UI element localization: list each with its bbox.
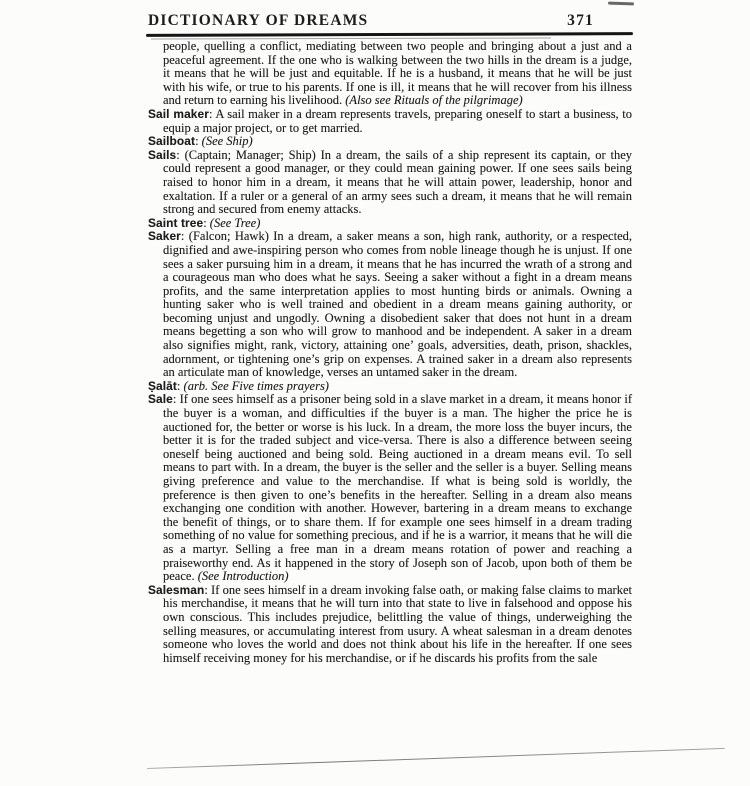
entries-container (148, 40, 632, 665)
dictionary-entry: Sale: If one sees himself as a prisoner being sold in a slave market in a dream, it means honor if the buyer is a woman, and difficulties if the buyer is a man. The higher the price he is auctioned for, the better or worse is his luck. In a dream, the more loss the buyer incurs, the better it is for the traded subject and vice-versa. There is also a difference between seeing oneself being auctioned and being sold. Being auctioned in a dream means evil. To sell means to part with. In a dream, the buyer is the seller and the seller is a buyer. Selling means giving preference and value to the merchandise. If what is being sold is worldly, the preference is then given to one’s benefits in the hereafter. Selling in a dream also means exchanging one condition with another. However, bartering in a dream means to exchange the benefit of things, or to share them. If for example one sees himself in a dream trading something of no value for something precious, and if he is a warrior, it means that he will die as a martyr. Selling a free man in a dream means rotation of power and reaching a praiseworthy end. As it happened in the story of Joseph son of Jacob, upon both of them be peace. (See Introduction) (148, 392, 632, 584)
entry-headword: Saint tree (148, 215, 204, 230)
running-title: DICTIONARY OF DREAMS (148, 12, 369, 29)
entry-text: people, quelling a conflict, mediating between two people and bringing about a just and a peaceful agreement. If the one who is walking between the two hills in the dream is a judge, it means that he will be just and equitable. If he is a husband, it means that he will be just with his wife, or true to his parents. If one is ill, it means that he will recover from his illness and return to earning his livelihood. (163, 39, 632, 108)
entry-headword: Sailboat (148, 134, 196, 149)
entry-headword: Salesman (148, 582, 205, 597)
entry-text: (Falcon; Hawk) In a dream, a saker means a son, high rank, authority, or a respected, dignified and awe-inspiring person who comes from noble lineage though he is unjust. If one sees a saker pursuing him in a dream, it means that he has incurred the wrath of a strong and a courageous man who does what he says. Seeing a saker without a fight in a dream means profits, and the same interpretation applies to most hunting birds or animals. Owning a hunting saker who is well trained and obedient in a dream means gaining authority, or becoming unjust and ungodly. Owning a disobedient saker that does not hunt in a dream means begetting a son who will grow to manhood and be independent. A saker in a dream also signifies might, rank, victory, attaining one’ goals, adversities, death, prison, shackles, adornment, or tightening one’s grip on expenses. A trained saker in a dream also represents an articulate man of knowledge, verses an untamed saker in the dream. (163, 229, 632, 380)
dictionary-entry (148, 40, 632, 108)
entry-text: If one sees himself as a prisoner being sold in a slave market in a dream, it means honor if the buyer is a woman, and difficulties if the buyer is a man. The higher the price he is auctioned for, the better or worse is his luck. In a dream, the more loss the buyer incurs, the better it is for the traded subject and vice-versa. There is also a difference between seeing oneself being auctioned and being sold. Being auctioned in a dream means evil. To sell means to part with. In a dream, the buyer is the seller and the seller is a buyer. Selling means giving preference and value to the merchandise. If what is being sold is worldly, the preference is then given to one’s benefits in the hereafter. Selling in a dream also means exchanging one condition with another. However, bartering in a dream means to exchange the benefit of things, or to share them. If for example one sees himself in a dream trading something of no value for something precious, and if he is a warrior, it means that he will die as a martyr. Selling a free man in a dream means rotation of power and reaching a praiseworthy end. As it happened in the story of Joseph son of Jacob, upon both of them be peace. (163, 392, 632, 584)
entry-text: A sail maker in a dream represents travels, preparing oneself to start a business, to equip a major project, or to get married. (163, 106, 632, 135)
entry-headword: Sail maker (148, 106, 209, 121)
dictionary-entry: Sails: (Captain; Manager; Ship) In a dream, the sails of a ship represent its captain, or they could represent a good manager, or they could mean gaining power. If one sees sails being raised to honor him in a dream, it means that he will attain power, leadership, honor and exaltation. If a ruler or a general of an army sees such a dream, it means that he will remain strong and secured from enemy attacks. (148, 147, 632, 217)
entry-cross-reference: (See Ship) (201, 134, 253, 149)
dictionary-entry: Saker: (Falcon; Hawk) In a dream, a saker means a son, high rank, authority, or a respected, dignified and awe-inspiring person who comes from noble lineage though he is unjust. If one sees a saker pursuing him in a dream, it means that he has incurred the wrath of a strong and a courageous man who does what he says. Seeing a saker without a fight in a dream means profits, and the same interpretation applies to most hunting birds or animals. Owning a hunting saker who is well trained and obedient in a dream means gaining authority, or becoming unjust and ungodly. Owning a disobedient saker that does not hunt in a dream means begetting a son who will grow to manhood and be independent. A saker in a dream also signifies might, rank, victory, attaining one’ goals, adversities, death, prison, shackles, adornment, or tightening one’s grip on expenses. A trained saker in a dream also represents an articulate man of knowledge, verses an untamed saker in the dream. (148, 229, 632, 380)
scan-artifact-mark (608, 2, 634, 6)
page-edge-line (147, 748, 725, 770)
page-header (148, 12, 594, 30)
page-number: 371 (567, 12, 594, 29)
dictionary-entry: Saint tree: (See Tree) (148, 215, 261, 230)
entry-cross-reference: (See Introduction) (197, 569, 289, 584)
entry-cross-reference: (See Tree) (209, 215, 261, 230)
entry-headword: Sails (148, 147, 177, 162)
entry-headword: Ṣalāt (148, 378, 177, 393)
dictionary-entry: Ṣalāt: (arb. See Five times prayers) (148, 378, 329, 393)
header-rule (146, 32, 633, 36)
entry-cross-reference: (arb. See Five times prayers) (183, 378, 329, 393)
entry-text: If one sees himself in a dream invoking false oath, or making false claims to market his merchandise, it means that he will turn into that state to live in falsehood and oppose his own conscious. This includes prejudice, belittling the value of things, underweighing the selling measures, or accumulating interest from usury. A wheat salesman in a dream denotes someone who loves the world and does not think about his life in the hereafter. If one sees himself receiving money for his merchandise, or if he discards his profits from the sale (163, 582, 632, 665)
entry-cross-reference: (Also see Rituals of the pilgrimage) (345, 93, 523, 108)
entry-headword: Sale (148, 392, 173, 407)
entry-headword: Saker (148, 229, 181, 244)
dictionary-entry: Sail maker: A sail maker in a dream represents travels, preparing oneself to start a business, to equip a major project, or to get married. (148, 106, 632, 135)
entry-text: (Captain; Manager; Ship) In a dream, the sails of a ship represent its captain, or they could represent a good manager, or they could mean gaining power. If one sees sails being raised to honor him in a dream, it means that he will attain power, leadership, honor and exaltation. If a ruler or a general of an army sees such a dream, it means that he will remain strong and secured from enemy attacks. (163, 147, 632, 217)
dictionary-entry: Sailboat: (See Ship) (148, 134, 253, 149)
dictionary-entry: Salesman: If one sees himself in a dream invoking false oath, or making false claims to market his merchandise, it means that he will turn into that state to live in falsehood and oppose his own conscious. This includes prejudice, belittling the value of things, underweighing the selling measures, or accumulating interest from usury. A wheat salesman in a dream denotes someone who loves the world and does not think about his life in the hereafter. If one sees himself receiving money for his merchandise, or if he discards his profits from the sale (148, 582, 632, 665)
